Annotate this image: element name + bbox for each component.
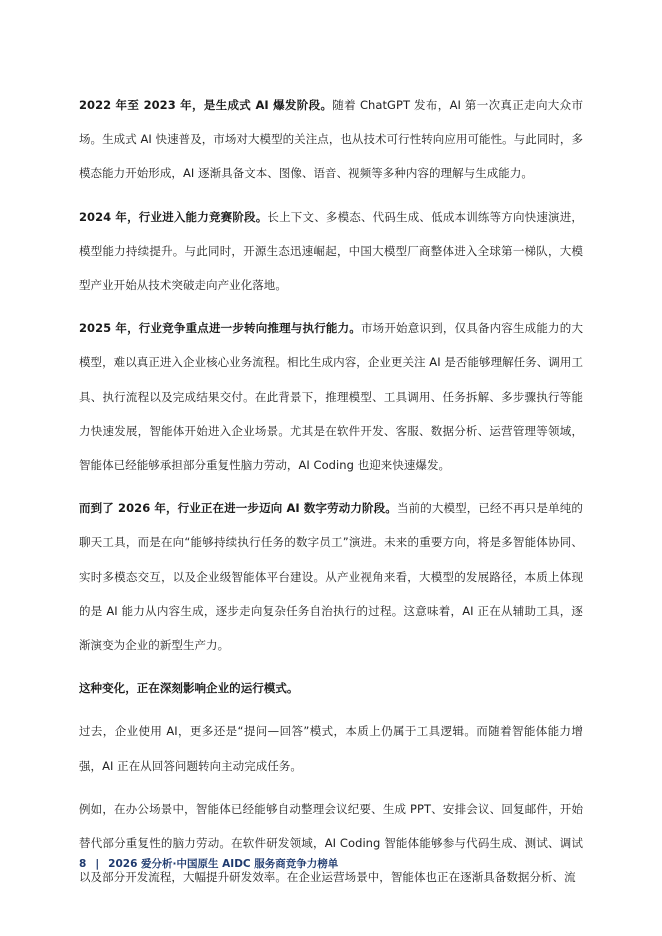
paragraph-2024	[79, 200, 583, 303]
paragraph-text: 例如，在办公场景中，智能体已经能够自动整理会议纪要、生成 PPT、安排会议、回复邮件，开始替代部分重复性的脑力劳动。在软件研发领域，AI Coding 智能体能够参与代码生成、测试、调试以及部分开发流程，大幅提升研发效率。在企业运营场景中，智能体也正在逐渐具备数据分析、流	[79, 801, 583, 885]
paragraph-text: 过去，企业使用 AI，更多还是“提问—回答”模式，本质上仍属于工具逻辑。而随着智能体能力增强，AI 正在从回答问题转向主动完成任务。	[79, 724, 583, 773]
report-title: 2026 爱分析·中国原生 AIDC 服务商竞争力榜单	[108, 858, 339, 870]
paragraph-lead: 这种变化，正在深刻影响企业的运行模式。	[79, 681, 299, 696]
paragraph-change-heading	[79, 671, 583, 705]
paragraph-2025	[79, 311, 583, 482]
paragraph-examples	[79, 792, 583, 895]
paragraph-text: 当前的大模型，已经不再只是单纯的聊天工具，而是在向“能够持续执行任务的数字员工”演进。未来的重要方向，将是多智能体协同、实时多模态交互，以及企业级智能体平台建设。从产业视角来看，大模型的发展路径，本质上体现的是 AI 能力从内容生成，逐步走向复杂任务自治执行的过程。这意味着，AI 正在从辅助工具，逐渐演变为企业的新型生产力。	[79, 501, 583, 653]
paragraph-2026	[79, 491, 583, 662]
paragraph-2022-2023	[79, 88, 583, 191]
paragraph-lead: 而到了 2026 年，行业正在进一步迈向 AI 数字劳动力阶段。	[79, 501, 397, 516]
paragraph-text: 随着 ChatGPT 发布，AI 第一次真正走向大众市场。生成式 AI 快速普及，市场对大模型的关注点，也从技术可行性转向应用可能性。与此同时，多模态能力开始形成，AI 逐渐具备文本、图像、语音、视频等多种内容的理解与生成能力。	[79, 98, 584, 181]
page-footer	[79, 856, 338, 871]
paragraph-lead: 2025 年，行业竞争重点进一步转向推理与执行能力。	[79, 321, 361, 336]
footer-separator: |	[95, 858, 100, 870]
paragraph-text: 市场开始意识到，仅具备内容生成能力的大模型，难以真正进入企业核心业务流程。相比生成内容，企业更关注 AI 是否能够理解任务、调用工具、执行流程以及完成结果交付。在此背景下，推理模型、工具调用、任务拆解、多步骤执行等能力快速发展，智能体开始进入企业场景。尤其是在软件开发、客服、数据分析、运营管理等领域，智能体已经能够承担部分重复性脑力劳动，AI Coding 也迎来快速爆发。	[79, 321, 583, 473]
paragraph-text: 长上下文、多模态、代码生成、低成本训练等方向快速演进，模型能力持续提升。与此同时，开源生态迅速崛起，中国大模型厂商整体进入全球第一梯队，大模型产业开始从技术突破走向产业化落地。	[79, 209, 583, 293]
document-body	[79, 88, 583, 903]
paragraph-lead: 2024 年，行业进入能力竞赛阶段。	[79, 209, 268, 224]
paragraph-past-usage	[79, 714, 583, 782]
paragraph-lead: 2022 年至 2023 年，是生成式 AI 爆发阶段。	[79, 98, 333, 112]
page-number: 8	[79, 858, 87, 870]
